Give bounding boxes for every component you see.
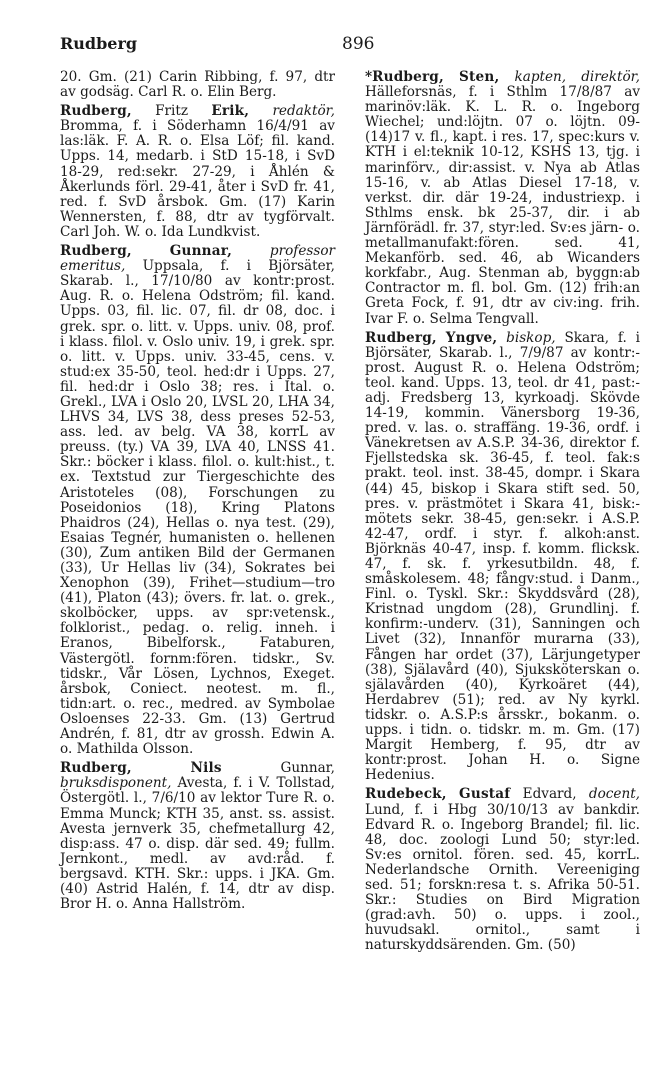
entry-body: Hälleforsnäs, f. i Sthlm 17/8/87 av marinöv:läk. K. L. R. o. Ingeborg Wiechel; und:löjtn. 07 o. löjtn. 09-(14)17 v. fl., kapt. i res. 17, spec:kurs v. KTH i el:teknik 10-12, KSHS 13, tjg. i marinförv., dir:assist. v. Nya ab Atlas 15-16, v. ab Atlas Diesel 17-18, v. verkst. dir. där 19-24, industriexp. i Sthlms ensk. bk 25-37, dir. i ab Järnförädl. fr. 37, styr:led. Sv:es järn- o. metallmanufakt:fören. sed. 41, Mekanförb. sed. 46, ab Wicanders korkfabr., Aug. Stenman ab, byggn:ab Contractor m. fl. bol. Gm. (12) frih:an Greta Fock, f. 91, dtr av civ:ing. frih. Ivar F. o. Selma Tengvall. xyxy=(365,84,640,327)
entry-given-name: Gunnar, xyxy=(169,243,233,260)
entry-surname: Rudebeck, xyxy=(365,786,447,803)
right-column xyxy=(365,70,640,953)
entry-role: biskop, xyxy=(506,329,556,346)
entry-given-post: Edvard, xyxy=(510,786,577,803)
entry-rudberg-nils xyxy=(60,761,335,912)
entry-surname: Rudberg, xyxy=(60,103,132,120)
entry-body: Avesta, f. i V. Tollstad, Östergötl. l., 7/6/10 av lektor Ture R. o. Emma Munck; KTH 35, anst. ss. assist. Avesta jernverk 35, chefmetallurg 42, disp:ass. 47 o. disp. där sed. 49; fullm. Jernkont., medl. av avd:råd. f. bergsavd. KTH. Skr.: upps. i JKA. Gm. (40) Astrid Halén, f. 14, dtr av disp. Bror H. o. Anna Hallström. xyxy=(60,775,335,913)
entry-given-name: Nils xyxy=(190,760,222,777)
entry-surname: Rudberg, xyxy=(60,760,132,777)
entry-rudberg-sten xyxy=(365,70,640,327)
entry-role: bruksdisponent, xyxy=(60,775,172,792)
entry-rudberg-gunnar xyxy=(60,244,335,757)
entry-role: professor emeritus, xyxy=(60,243,336,275)
entry-rudberg-fritz-erik xyxy=(60,104,335,240)
entry-rudberg-yngve xyxy=(365,331,640,784)
entry-given-name: Yngve, xyxy=(445,329,498,346)
entry-surname: Rudberg, xyxy=(60,243,132,260)
entry-given-post: Gunnar, xyxy=(221,760,336,777)
entry-given-name: Gustaf xyxy=(459,786,511,803)
entry-given-pre: Fritz xyxy=(155,103,212,120)
page-number: 896 xyxy=(342,34,375,54)
entry-body: Bromma, f. i Söderhamn 16/4/91 av las:läk. F. A. R. o. Elsa Löf; fil. kand. Upps. 14, medarb. i StD 15-18, i SvD 18-29, red:sekr. 27-29, i Åhlén & Åkerlunds förl. 29-41, åter i SvD fr. 41, red. f. SvD årsbok. Gm. (17) Karin Wennersten, f. 88, dtr av tygförvalt. Carl Joh. W. o. Ida Lundkvist. xyxy=(60,118,335,240)
entry-body: Lund, f. i Hbg 30/10/13 av bankdir. Edvard R. o. Ingeborg Brandel; fil. lic. 48, doc. zoologi Lund 50; styr:led. Sv:es ornitol. fören. sed. 45, korrL. Nederlandsche Ornith. Vereeniging sed. 51; forskn:resa t. s. Afrika 50-51. Skr.: Studies on Bird Migration (grad:avh. 50) o. upps. i zool., huvudsakl. ornitol., samt i naturskyddsärenden. Gm. (50) xyxy=(365,801,640,954)
page-header xyxy=(60,34,630,58)
entry-given-name: Erik, xyxy=(211,103,250,120)
entry-continuation: 20. Gm. (21) Carin Ribbing, f. 97, dtr av godsäg. Carl R. o. Elin Berg. xyxy=(60,69,335,101)
entry-role: docent, xyxy=(588,786,640,803)
entry-body: Skara, f. i Björsäter, Skarab. l., 7/9/87 av kontr:-prost. August R. o. Helena Odström; teol. kand. Upps. 13, teol. dr 41, past:-adj. Fredsberg 13, kyrkoadj. Skövde 14-19, kommin. Vänersborg 19-36, pred. v. las. o. straffäng. 19-36, ordf. i Vänekretsen av A.S.P. 34-36, direktor f. Fjellstedska sk. 36-45, f. teol. fak:s prakt. teol. inst. 38-45, dompr. i Skara (44) 45, biskop i Skara stift sed. 50, pres. v. prästmötet i Skara 41, bisk:-mötets sekr. 38-45, gen:sekr. i A.S.P. 42-47, ordf. i styr. f. alkoh:anst. Björknäs 40-47, insp. f. komm. flicksk. 47, f. sk. f. yrkesutbildn. 48, f. småskolesem. 48; fångv:stud. i Danm., Finl. o. Tyskl. Skr.: Skyddsvård (28), Kristnad ungdom (28), Grundlinj. f. konfirm:-underv. (31), Sanningen och Livet (32), Innanför murarna (33), Fången har ordet (37), Lärjungetyper (38), Själavård (40), Sjuksköterskan o. själavården (40), Kyrkoäret (44), Herdabrev (51); red. av Ny kyrkl. tidskr. o. A.S.P:s årsskr., bokanm. o. upps. i tidn. o. tidskr. m. m. Gm. (17) Margit Hemberg, f. 95, dtr av kontr:prost. Johan H. o. Signe Hedenius. xyxy=(365,329,640,784)
entry-body: Uppsala, f. i Björsäter, Skarab. l., 17/10/80 av kontr:prost. Aug. R. o. Helena Odström; fil. kand. Upps. 03, fil. lic. 07, fil. dr 08, doc. i grek. spr. o. litt. v. Upps. univ. 08, prof. i klass. filol. v. Oslo univ. 19, i grek. spr. o. litt. v. Upps. univ. 33-45, cens. v. stud:ex 35-50, teol. hed:dr i Upps. 27, fil. hed:dr i Oslo 38; res. i Ital. o. Grekl., LVA i Oslo 20, LVSL 20, LHA 34, LHVS 34, LVS 38, dess preses 52-53, ass. led. av belg. VA 38, korrL av preuss. (ty.) VA 39, LVA 40, LNSS 41. Skr.: böcker i klass. filol. o. kult:hist., t. ex. Textstud zur Tiergeschichte des Aristoteles (08), Forschungen zu Poseidonios (18), Kring Platons Phaidros (24), Hellas o. nya test. (29), Esaias Tegnér, humanisten o. hellenen (30), Zum antiken Bild der Germanen (33), Ur Hellas liv (34), Sokrates bei Xenophon (39), Frihet—studium—tro (41), Platon (43); övers. fr. lat. o. grek., skolböcker, upps. av spr:vetensk., folklorist., pedag. o. relig. inneh. i Eranos, Bibelforsk., Fataburen, Västergötl. fornm:fören. tidskr., Sv. tidskr., Vår Lösen, Lychnos, Exeget. årsbok, Coniect. neotest. m. fl., tidn:art. o. rec., medred. av Symbolae Osloenses 22-33. Gm. (13) Gertrud Andrén, f. 81, dtr av grossh. Edwin A. o. Mathilda Olsson. xyxy=(60,258,335,758)
entry-surname: Rudberg, xyxy=(365,329,437,346)
entry-role: redaktör, xyxy=(272,103,335,120)
entry-surname: Rudberg, xyxy=(372,69,444,85)
entry-star-marker: * xyxy=(365,69,373,85)
running-head: Rudberg xyxy=(60,34,138,53)
entry-role: kapten, direktör, xyxy=(514,69,640,85)
left-column xyxy=(60,70,335,912)
entry-rudebeck-gustaf xyxy=(365,787,640,953)
entry-given-name: Sten, xyxy=(459,69,500,85)
